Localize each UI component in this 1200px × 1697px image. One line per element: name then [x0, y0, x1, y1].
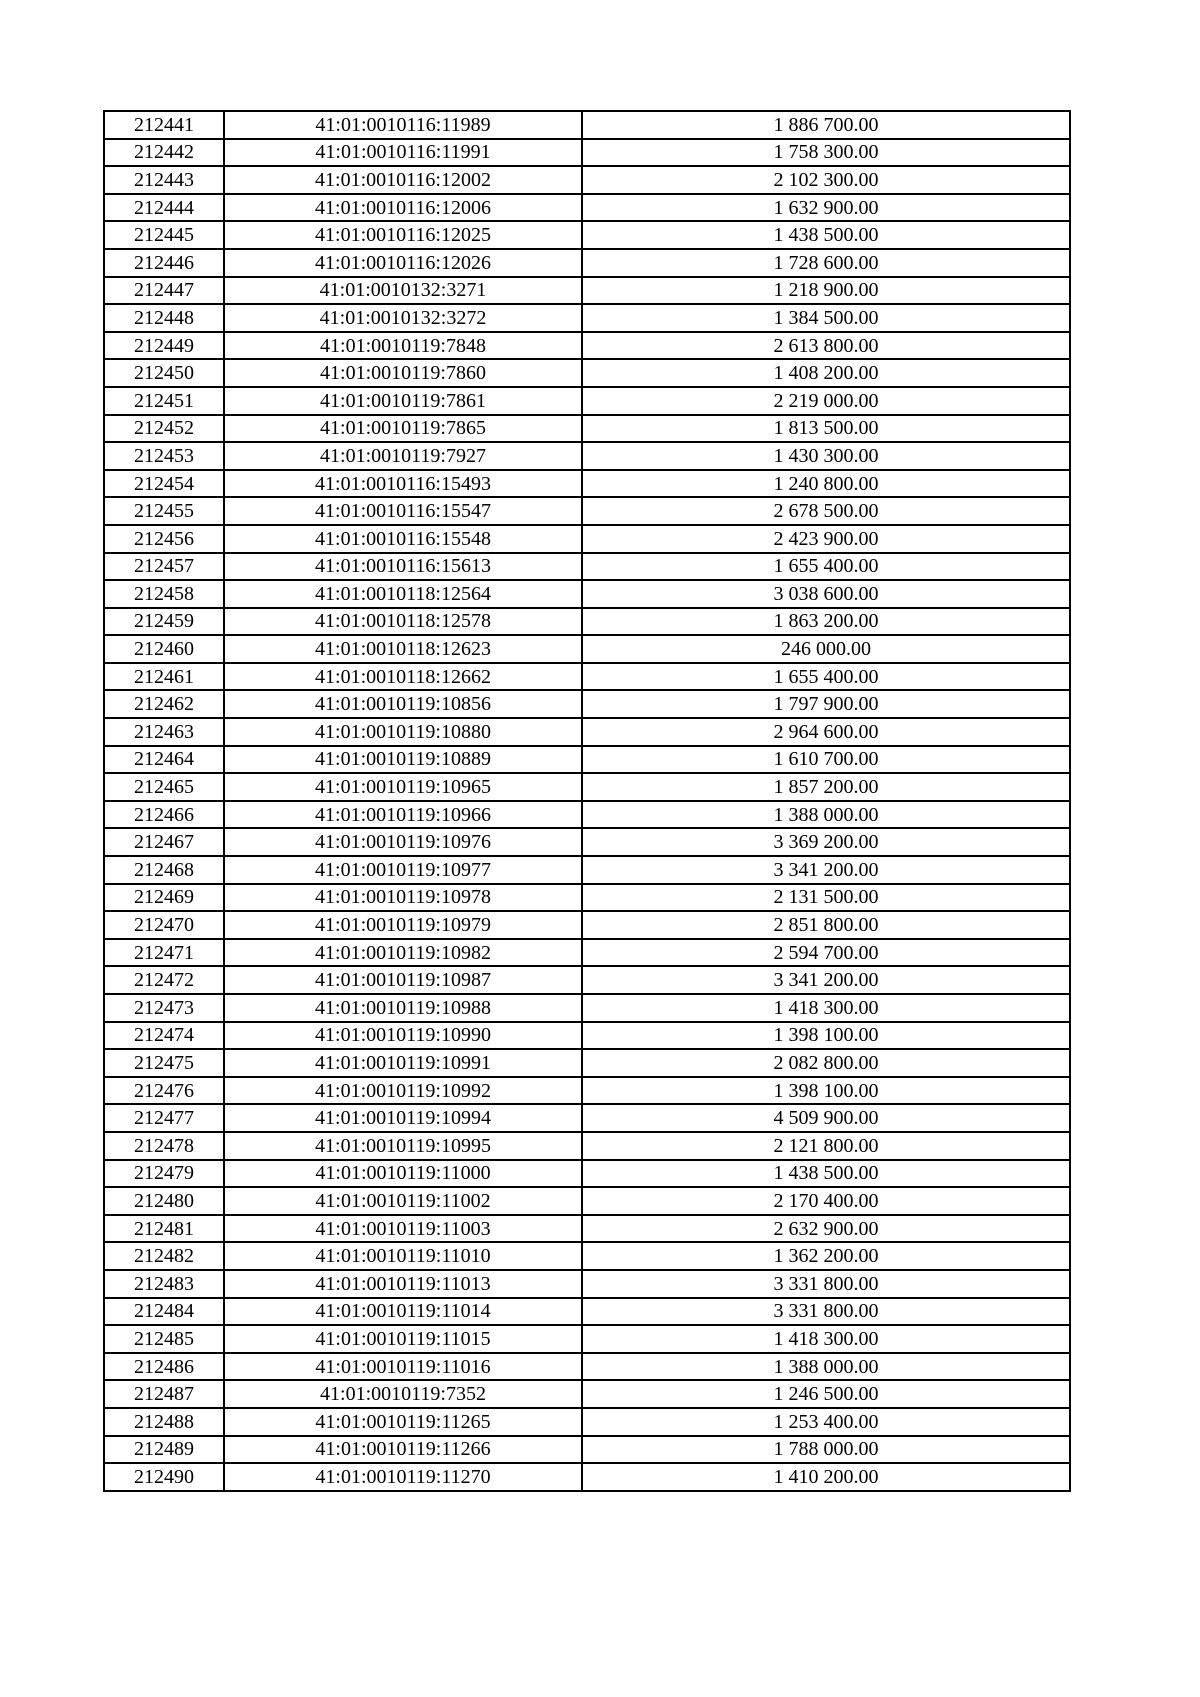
table-row — [104, 1380, 1070, 1408]
table-row — [104, 470, 1070, 498]
row-number-cell: 212445 — [104, 221, 224, 249]
cadastral-value-cell: 1 410 200.00 — [582, 1463, 1070, 1491]
table-row — [104, 1132, 1070, 1160]
row-number-cell: 212456 — [104, 525, 224, 553]
cadastral-number-cell: 41:01:0010119:7352 — [224, 1380, 582, 1408]
row-number-cell: 212475 — [104, 1049, 224, 1077]
row-number-cell: 212473 — [104, 994, 224, 1022]
cadastral-value-cell: 1 408 200.00 — [582, 359, 1070, 387]
table-row — [104, 1408, 1070, 1436]
cadastral-number-cell: 41:01:0010119:11265 — [224, 1408, 582, 1436]
table-row — [104, 1215, 1070, 1243]
cadastral-number-cell: 41:01:0010119:11010 — [224, 1242, 582, 1270]
cadastral-number-cell: 41:01:0010116:15493 — [224, 470, 582, 498]
table-row — [104, 415, 1070, 443]
cadastral-number-cell: 41:01:0010119:10990 — [224, 1022, 582, 1050]
cadastral-number-cell: 41:01:0010116:11991 — [224, 139, 582, 167]
row-number-cell: 212443 — [104, 166, 224, 194]
table-row — [104, 1160, 1070, 1188]
table-row — [104, 139, 1070, 167]
cadastral-number-cell: 41:01:0010119:10982 — [224, 939, 582, 967]
cadastral-number-cell: 41:01:0010119:10976 — [224, 828, 582, 856]
table-row — [104, 828, 1070, 856]
table-row — [104, 856, 1070, 884]
cadastral-number-cell: 41:01:0010116:15613 — [224, 553, 582, 581]
cadastral-number-cell: 41:01:0010118:12578 — [224, 608, 582, 636]
row-number-cell: 212449 — [104, 332, 224, 360]
row-number-cell: 212488 — [104, 1408, 224, 1436]
row-number-cell: 212474 — [104, 1022, 224, 1050]
table-row — [104, 525, 1070, 553]
table-row — [104, 553, 1070, 581]
cadastral-value-cell: 1 863 200.00 — [582, 608, 1070, 636]
cadastral-value-cell: 1 246 500.00 — [582, 1380, 1070, 1408]
row-number-cell: 212476 — [104, 1077, 224, 1105]
row-number-cell: 212448 — [104, 304, 224, 332]
row-number-cell: 212478 — [104, 1132, 224, 1160]
cadastral-number-cell: 41:01:0010119:7860 — [224, 359, 582, 387]
table-row — [104, 1270, 1070, 1298]
cadastral-number-cell: 41:01:0010118:12623 — [224, 635, 582, 663]
row-number-cell: 212465 — [104, 773, 224, 801]
table-row — [104, 580, 1070, 608]
cadastral-value-cell: 1 398 100.00 — [582, 1022, 1070, 1050]
row-number-cell: 212486 — [104, 1353, 224, 1381]
cadastral-number-cell: 41:01:0010119:7927 — [224, 442, 582, 470]
cadastral-number-cell: 41:01:0010119:10856 — [224, 690, 582, 718]
cadastral-value-cell: 1 857 200.00 — [582, 773, 1070, 801]
table-row — [104, 387, 1070, 415]
table-row — [104, 442, 1070, 470]
row-number-cell: 212457 — [104, 553, 224, 581]
row-number-cell: 212454 — [104, 470, 224, 498]
cadastral-value-cell: 2 632 900.00 — [582, 1215, 1070, 1243]
table-row — [104, 994, 1070, 1022]
cadastral-value-cell: 1 384 500.00 — [582, 304, 1070, 332]
table-row — [104, 166, 1070, 194]
row-number-cell: 212468 — [104, 856, 224, 884]
table-row — [104, 1049, 1070, 1077]
row-number-cell: 212479 — [104, 1160, 224, 1188]
row-number-cell: 212462 — [104, 690, 224, 718]
row-number-cell: 212481 — [104, 1215, 224, 1243]
table-row — [104, 304, 1070, 332]
cadastral-value-cell: 1 655 400.00 — [582, 663, 1070, 691]
row-number-cell: 212463 — [104, 718, 224, 746]
row-number-cell: 212442 — [104, 139, 224, 167]
cadastral-value-cell: 2 851 800.00 — [582, 911, 1070, 939]
table-row — [104, 249, 1070, 277]
cadastral-value-cell: 2 678 500.00 — [582, 497, 1070, 525]
table-row — [104, 497, 1070, 525]
table-row — [104, 1436, 1070, 1464]
cadastral-value-cell: 2 219 000.00 — [582, 387, 1070, 415]
table-row — [104, 1242, 1070, 1270]
cadastral-value-cell: 1 398 100.00 — [582, 1077, 1070, 1105]
row-number-cell: 212466 — [104, 801, 224, 829]
cadastral-value-cell: 1 438 500.00 — [582, 221, 1070, 249]
row-number-cell: 212444 — [104, 194, 224, 222]
cadastral-number-cell: 41:01:0010119:11000 — [224, 1160, 582, 1188]
cadastral-number-cell: 41:01:0010116:12002 — [224, 166, 582, 194]
cadastral-number-cell: 41:01:0010116:11989 — [224, 111, 582, 139]
cadastral-number-cell: 41:01:0010119:10965 — [224, 773, 582, 801]
cadastral-value-cell: 1 438 500.00 — [582, 1160, 1070, 1188]
row-number-cell: 212453 — [104, 442, 224, 470]
row-number-cell: 212471 — [104, 939, 224, 967]
row-number-cell: 212458 — [104, 580, 224, 608]
cadastral-number-cell: 41:01:0010119:7865 — [224, 415, 582, 443]
table-row — [104, 359, 1070, 387]
row-number-cell: 212485 — [104, 1325, 224, 1353]
cadastral-value-cell: 1 813 500.00 — [582, 415, 1070, 443]
cadastral-number-cell: 41:01:0010116:15547 — [224, 497, 582, 525]
row-number-cell: 212480 — [104, 1187, 224, 1215]
table-row — [104, 1325, 1070, 1353]
row-number-cell: 212472 — [104, 966, 224, 994]
cadastral-number-cell: 41:01:0010116:12025 — [224, 221, 582, 249]
row-number-cell: 212460 — [104, 635, 224, 663]
cadastral-number-cell: 41:01:0010119:10992 — [224, 1077, 582, 1105]
table-row — [104, 884, 1070, 912]
table-row — [104, 194, 1070, 222]
cadastral-number-cell: 41:01:0010119:10978 — [224, 884, 582, 912]
table-row — [104, 1187, 1070, 1215]
table-row — [104, 690, 1070, 718]
row-number-cell: 212446 — [104, 249, 224, 277]
row-number-cell: 212470 — [104, 911, 224, 939]
cadastral-number-cell: 41:01:0010119:10988 — [224, 994, 582, 1022]
table-row — [104, 1022, 1070, 1050]
cadastral-number-cell: 41:01:0010132:3272 — [224, 304, 582, 332]
table-row — [104, 1353, 1070, 1381]
cadastral-value-cell: 2 423 900.00 — [582, 525, 1070, 553]
cadastral-number-cell: 41:01:0010119:10991 — [224, 1049, 582, 1077]
table-row — [104, 277, 1070, 305]
table-row — [104, 966, 1070, 994]
cadastral-value-cell: 1 758 300.00 — [582, 139, 1070, 167]
cadastral-value-cell: 1 218 900.00 — [582, 277, 1070, 305]
table-row — [104, 939, 1070, 967]
row-number-cell: 212490 — [104, 1463, 224, 1491]
cadastral-number-cell: 41:01:0010119:10994 — [224, 1104, 582, 1132]
cadastral-value-cell: 3 038 600.00 — [582, 580, 1070, 608]
row-number-cell: 212450 — [104, 359, 224, 387]
row-number-cell: 212459 — [104, 608, 224, 636]
row-number-cell: 212477 — [104, 1104, 224, 1132]
cadastral-value-cell: 2 170 400.00 — [582, 1187, 1070, 1215]
cadastral-number-cell: 41:01:0010116:12006 — [224, 194, 582, 222]
table-row — [104, 718, 1070, 746]
cadastral-value-cell: 246 000.00 — [582, 635, 1070, 663]
cadastral-value-cell: 1 655 400.00 — [582, 553, 1070, 581]
table-row — [104, 1104, 1070, 1132]
row-number-cell: 212455 — [104, 497, 224, 525]
cadastral-value-cell: 3 341 200.00 — [582, 966, 1070, 994]
table-row — [104, 801, 1070, 829]
cadastral-number-cell: 41:01:0010118:12564 — [224, 580, 582, 608]
cadastral-value-cell: 1 788 000.00 — [582, 1436, 1070, 1464]
cadastral-number-cell: 41:01:0010118:12662 — [224, 663, 582, 691]
cadastral-number-cell: 41:01:0010119:11016 — [224, 1353, 582, 1381]
cadastral-value-cell: 2 594 700.00 — [582, 939, 1070, 967]
cadastral-number-cell: 41:01:0010119:10977 — [224, 856, 582, 884]
cadastral-number-cell: 41:01:0010119:10966 — [224, 801, 582, 829]
cadastral-number-cell: 41:01:0010119:11013 — [224, 1270, 582, 1298]
cadastral-value-cell: 1 388 000.00 — [582, 1353, 1070, 1381]
row-number-cell: 212484 — [104, 1298, 224, 1326]
cadastral-number-cell: 41:01:0010119:10995 — [224, 1132, 582, 1160]
table-row — [104, 746, 1070, 774]
cadastral-number-cell: 41:01:0010119:10889 — [224, 746, 582, 774]
cadastral-number-cell: 41:01:0010119:11015 — [224, 1325, 582, 1353]
row-number-cell: 212467 — [104, 828, 224, 856]
table-row — [104, 221, 1070, 249]
cadastral-number-cell: 41:01:0010119:11266 — [224, 1436, 582, 1464]
table-row — [104, 635, 1070, 663]
row-number-cell: 212441 — [104, 111, 224, 139]
table-row — [104, 1077, 1070, 1105]
table-row — [104, 663, 1070, 691]
table-row — [104, 111, 1070, 139]
cadastral-value-cell: 3 331 800.00 — [582, 1270, 1070, 1298]
cadastral-value-cell: 2 121 800.00 — [582, 1132, 1070, 1160]
cadastral-number-cell: 41:01:0010119:11270 — [224, 1463, 582, 1491]
cadastral-value-cell: 1 886 700.00 — [582, 111, 1070, 139]
table-row — [104, 332, 1070, 360]
table-body — [104, 111, 1070, 1491]
cadastral-number-cell: 41:01:0010119:10979 — [224, 911, 582, 939]
cadastral-value-cell: 1 728 600.00 — [582, 249, 1070, 277]
cadastral-number-cell: 41:01:0010116:15548 — [224, 525, 582, 553]
table-row — [104, 1298, 1070, 1326]
cadastral-value-cell: 1 240 800.00 — [582, 470, 1070, 498]
row-number-cell: 212487 — [104, 1380, 224, 1408]
row-number-cell: 212452 — [104, 415, 224, 443]
cadastral-value-table — [103, 110, 1071, 1492]
cadastral-value-cell: 3 369 200.00 — [582, 828, 1070, 856]
cadastral-number-cell: 41:01:0010116:12026 — [224, 249, 582, 277]
cadastral-value-cell: 1 418 300.00 — [582, 994, 1070, 1022]
cadastral-value-cell: 2 082 800.00 — [582, 1049, 1070, 1077]
table-row — [104, 1463, 1070, 1491]
cadastral-number-cell: 41:01:0010119:7861 — [224, 387, 582, 415]
cadastral-value-cell: 2 964 600.00 — [582, 718, 1070, 746]
cadastral-value-cell: 1 797 900.00 — [582, 690, 1070, 718]
cadastral-number-cell: 41:01:0010119:11002 — [224, 1187, 582, 1215]
table-row — [104, 608, 1070, 636]
cadastral-number-cell: 41:01:0010132:3271 — [224, 277, 582, 305]
row-number-cell: 212461 — [104, 663, 224, 691]
cadastral-value-cell: 4 509 900.00 — [582, 1104, 1070, 1132]
cadastral-number-cell: 41:01:0010119:7848 — [224, 332, 582, 360]
cadastral-value-cell: 3 331 800.00 — [582, 1298, 1070, 1326]
row-number-cell: 212489 — [104, 1436, 224, 1464]
cadastral-value-cell: 2 131 500.00 — [582, 884, 1070, 912]
cadastral-value-cell: 1 430 300.00 — [582, 442, 1070, 470]
table-row — [104, 911, 1070, 939]
cadastral-number-cell: 41:01:0010119:10987 — [224, 966, 582, 994]
row-number-cell: 212447 — [104, 277, 224, 305]
row-number-cell: 212482 — [104, 1242, 224, 1270]
cadastral-value-cell: 1 632 900.00 — [582, 194, 1070, 222]
cadastral-value-cell: 1 610 700.00 — [582, 746, 1070, 774]
cadastral-value-cell: 1 362 200.00 — [582, 1242, 1070, 1270]
cadastral-value-cell: 2 102 300.00 — [582, 166, 1070, 194]
cadastral-number-cell: 41:01:0010119:10880 — [224, 718, 582, 746]
cadastral-value-cell: 1 253 400.00 — [582, 1408, 1070, 1436]
cadastral-value-cell: 1 388 000.00 — [582, 801, 1070, 829]
cadastral-number-cell: 41:01:0010119:11003 — [224, 1215, 582, 1243]
cadastral-value-cell: 2 613 800.00 — [582, 332, 1070, 360]
row-number-cell: 212469 — [104, 884, 224, 912]
row-number-cell: 212464 — [104, 746, 224, 774]
row-number-cell: 212483 — [104, 1270, 224, 1298]
cadastral-value-cell: 3 341 200.00 — [582, 856, 1070, 884]
table-row — [104, 773, 1070, 801]
cadastral-value-cell: 1 418 300.00 — [582, 1325, 1070, 1353]
row-number-cell: 212451 — [104, 387, 224, 415]
cadastral-number-cell: 41:01:0010119:11014 — [224, 1298, 582, 1326]
